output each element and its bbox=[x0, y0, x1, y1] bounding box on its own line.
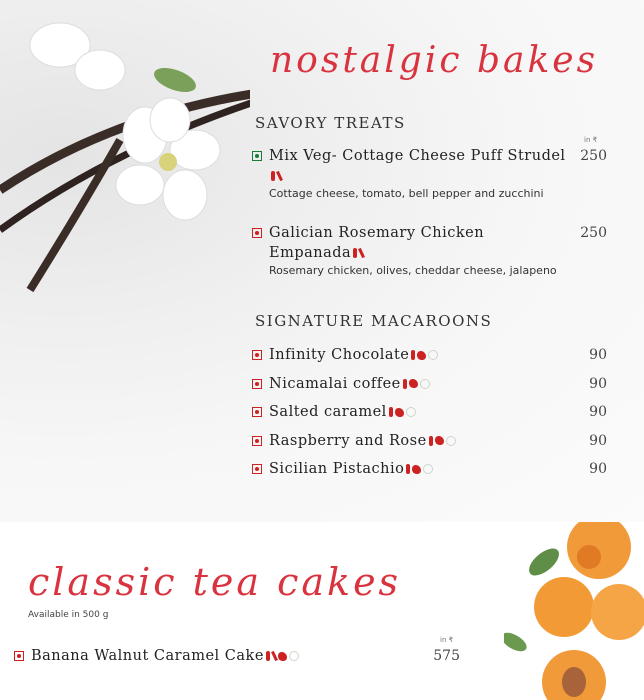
non-veg-indicator-icon bbox=[14, 651, 24, 661]
chilli-icon bbox=[406, 464, 410, 474]
item-price: 250 bbox=[580, 225, 607, 241]
egg-icon bbox=[428, 350, 438, 360]
item-price: 90 bbox=[589, 347, 607, 363]
menu-item bbox=[252, 223, 607, 279]
flower-vanilla-image bbox=[0, 0, 250, 300]
chilli-icon bbox=[266, 651, 270, 661]
item-name: Raspberry and Rose bbox=[269, 432, 427, 449]
non-veg-indicator-icon bbox=[252, 464, 262, 474]
egg-icon bbox=[446, 436, 456, 446]
menu-item bbox=[252, 345, 607, 365]
item-name: Sicilian Pistachio bbox=[269, 461, 405, 477]
veg-indicator-icon bbox=[252, 151, 262, 161]
menu-item bbox=[14, 646, 460, 666]
item-price: 90 bbox=[589, 375, 607, 392]
non-veg-indicator-icon bbox=[252, 436, 262, 446]
chilli-icon bbox=[271, 171, 275, 181]
menu-item bbox=[252, 402, 607, 422]
item-price: 90 bbox=[589, 404, 607, 420]
item-name: Infinity Chocolate bbox=[269, 347, 410, 363]
non-veg-indicator-icon bbox=[252, 407, 262, 417]
nut-icon bbox=[417, 351, 426, 360]
currency-note: in ₹ bbox=[584, 136, 598, 144]
chilli-icon bbox=[403, 379, 407, 389]
spice-icon bbox=[276, 171, 283, 181]
non-veg-indicator-icon bbox=[252, 379, 262, 389]
spice-icon bbox=[358, 248, 365, 258]
menu-item bbox=[252, 459, 607, 479]
egg-icon bbox=[289, 651, 299, 661]
item-price: 90 bbox=[589, 461, 607, 477]
nut-icon bbox=[409, 379, 418, 388]
item-name: Mix Veg- Cottage Cheese Puff Strudel bbox=[269, 148, 566, 164]
section-title: nostalgic bakes bbox=[270, 40, 599, 81]
item-description: Rosemary chicken, olives, cheddar cheese, jalapeno bbox=[269, 264, 557, 277]
nut-icon bbox=[412, 465, 421, 474]
item-price: 575 bbox=[433, 648, 460, 664]
item-price: 250 bbox=[580, 148, 607, 164]
item-name: Galician Rosemary Chicken Empanada bbox=[269, 225, 485, 261]
chilli-icon bbox=[389, 407, 393, 417]
nut-icon bbox=[278, 652, 287, 661]
availability-note: Available in 500 g bbox=[28, 610, 109, 620]
classic-tea-cakes-section bbox=[0, 522, 644, 700]
egg-icon bbox=[420, 379, 430, 389]
nut-icon bbox=[395, 408, 404, 417]
apricot-image bbox=[504, 522, 644, 700]
item-description: Cottage cheese, tomato, bell pepper and zucchini bbox=[269, 187, 544, 200]
item-name: Salted caramel bbox=[269, 404, 387, 420]
item-name: Banana Walnut Caramel Cake bbox=[31, 648, 264, 664]
chilli-icon bbox=[353, 248, 357, 258]
menu-item bbox=[252, 374, 607, 394]
spice-icon bbox=[271, 651, 278, 661]
currency-note: in ₹ bbox=[440, 636, 454, 644]
nut-icon bbox=[435, 436, 444, 445]
item-price: 90 bbox=[589, 432, 607, 449]
chilli-icon bbox=[429, 436, 433, 446]
menu-item bbox=[252, 146, 607, 202]
egg-icon bbox=[423, 464, 433, 474]
menu-item bbox=[252, 431, 607, 451]
non-veg-indicator-icon bbox=[252, 228, 262, 238]
chilli-icon bbox=[411, 350, 415, 360]
non-veg-indicator-icon bbox=[252, 350, 262, 360]
egg-icon bbox=[406, 407, 416, 417]
section-heading-macaroons: SIGNATURE MACAROONS bbox=[255, 312, 493, 330]
section-title: classic tea cakes bbox=[28, 560, 402, 604]
item-name: Nicamalai coffee bbox=[269, 375, 401, 392]
section-heading-savory: SAVORY TREATS bbox=[255, 114, 406, 132]
